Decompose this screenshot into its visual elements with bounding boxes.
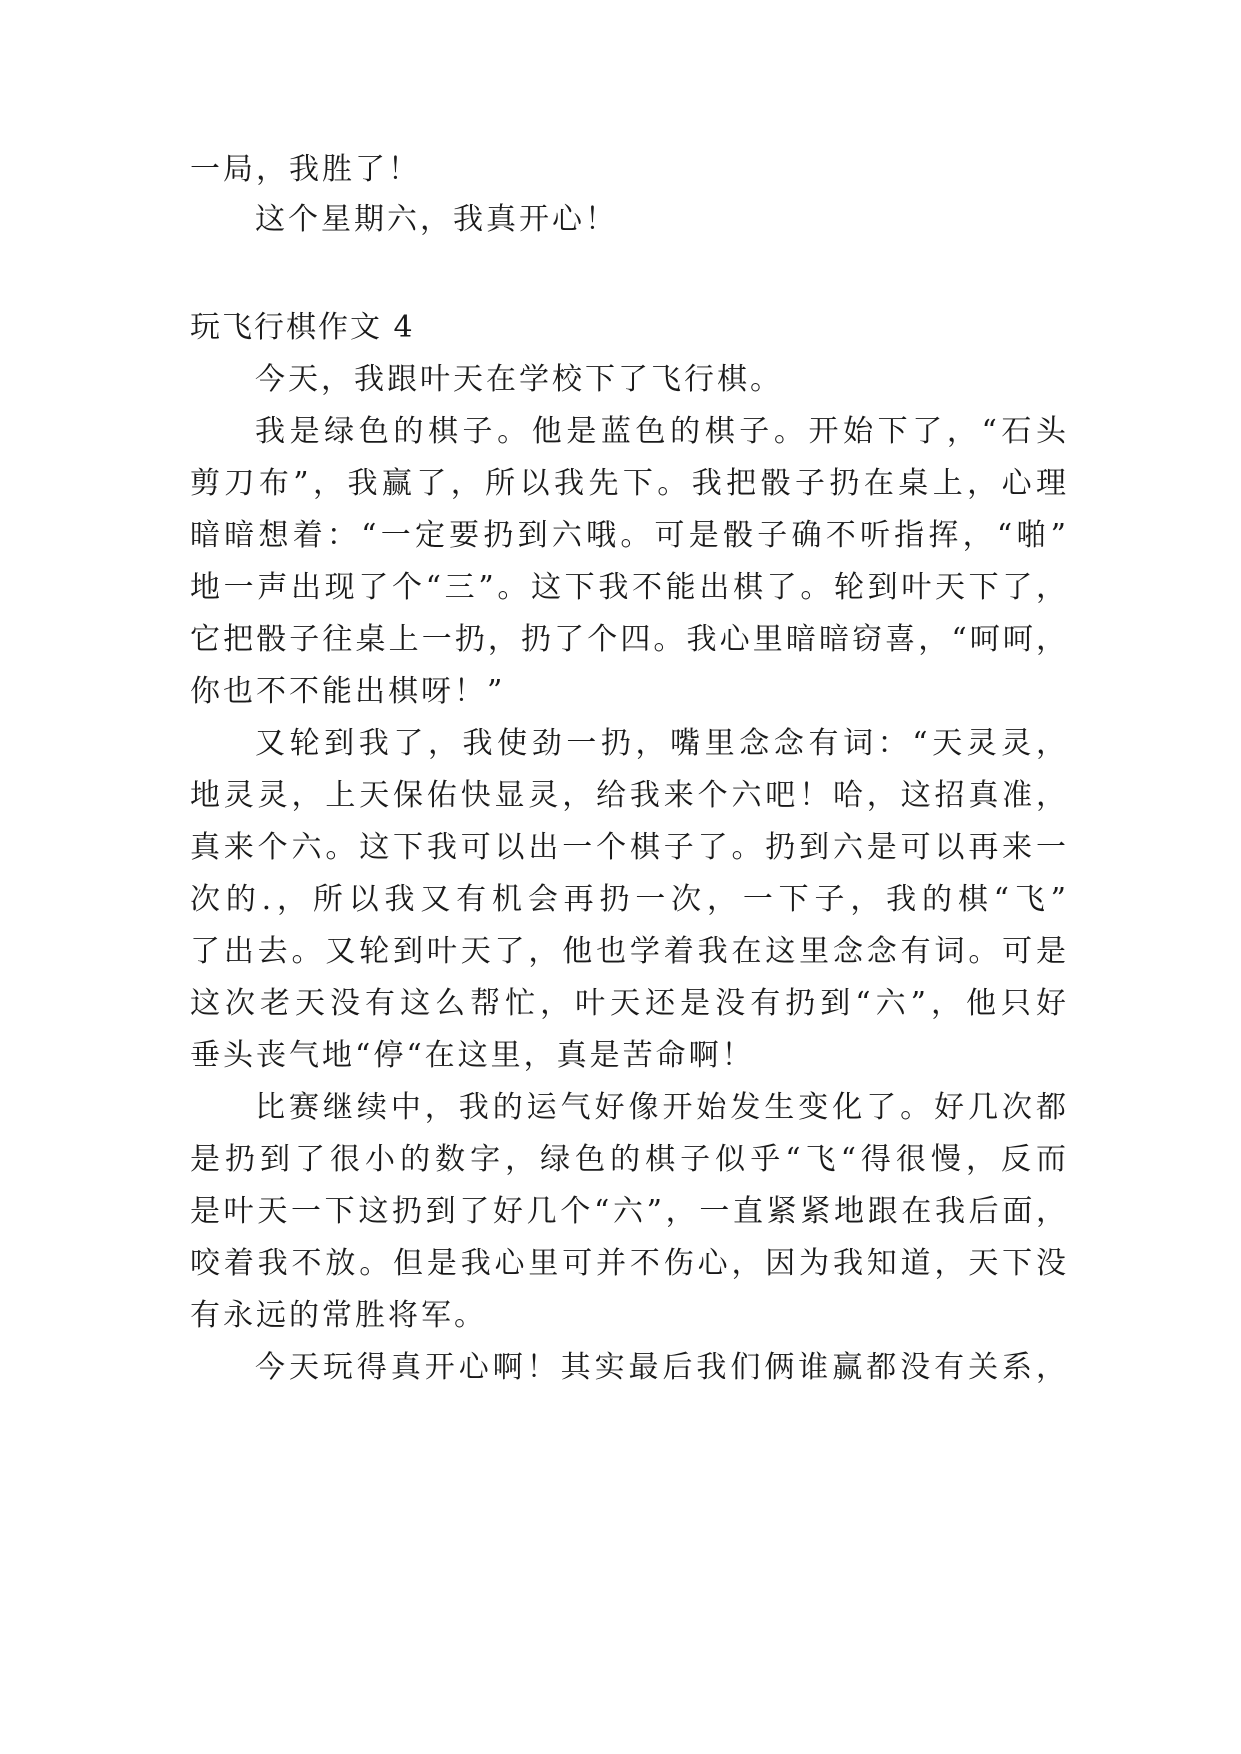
- text-line: 又轮到我了，我使劲一扔，嘴里念念有词：“天灵灵，: [255, 726, 1066, 761]
- text-line: 它把骰子往桌上一扔，扔了个四。我心里暗暗窃喜，“呵呵，: [190, 622, 1066, 657]
- text-line: 这个星期六，我真开心！: [255, 202, 618, 237]
- text-line: 我是绿色的棋子。他是蓝色的棋子。开始下了，“石头: [255, 414, 1066, 449]
- text-line: 今天，我跟叶天在学校下了飞行棋。: [255, 362, 783, 397]
- text-line: 剪刀布”，我赢了，所以我先下。我把骰子扔在桌上，心理: [190, 466, 1066, 501]
- text-line: 咬着我不放。但是我心里可并不伤心，因为我知道，天下没: [190, 1246, 1066, 1281]
- text-line: 一局，我胜了！: [190, 152, 421, 187]
- text-line: 有永远的常胜将军。: [190, 1298, 487, 1333]
- text-line: 垂头丧气地“停“在这里，真是苦命啊！: [190, 1038, 755, 1073]
- text-line: 地灵灵，上天保佑快显灵，给我来个六吧！哈，这招真准，: [190, 778, 1066, 813]
- text-line: 地一声出现了个“三”。这下我不能出棋了。轮到叶天下了，: [190, 570, 1066, 605]
- text-line: 这次老天没有这么帮忙，叶天还是没有扔到“六”，他只好: [190, 986, 1066, 1021]
- text-line: 你也不不能出棋呀！”: [190, 674, 506, 709]
- text-line: 次的.，所以我又有机会再扔一次，一下子，我的棋“飞”: [190, 882, 1066, 917]
- text-line: 是扔到了很小的数字，绿色的棋子似乎“飞“得很慢，反而: [190, 1142, 1066, 1177]
- text-line: 是叶天一下这扔到了好几个“六”，一直紧紧地跟在我后面，: [190, 1194, 1066, 1229]
- text-line: 今天玩得真开心啊！其实最后我们俩谁赢都没有关系，: [255, 1350, 1066, 1385]
- text-line: 真来个六。这下我可以出一个棋子了。扔到六是可以再来一: [190, 830, 1066, 865]
- text-line: 了出去。又轮到叶天了，他也学着我在这里念念有词。可是: [190, 934, 1066, 969]
- section-title: 玩飞行棋作文 4: [190, 310, 415, 345]
- text-line: 比赛继续中，我的运气好像开始发生变化了。好几次都: [255, 1090, 1066, 1125]
- text-line: 暗暗想着：“一定要扔到六哦。可是骰子确不听指挥，“啪”: [190, 518, 1066, 553]
